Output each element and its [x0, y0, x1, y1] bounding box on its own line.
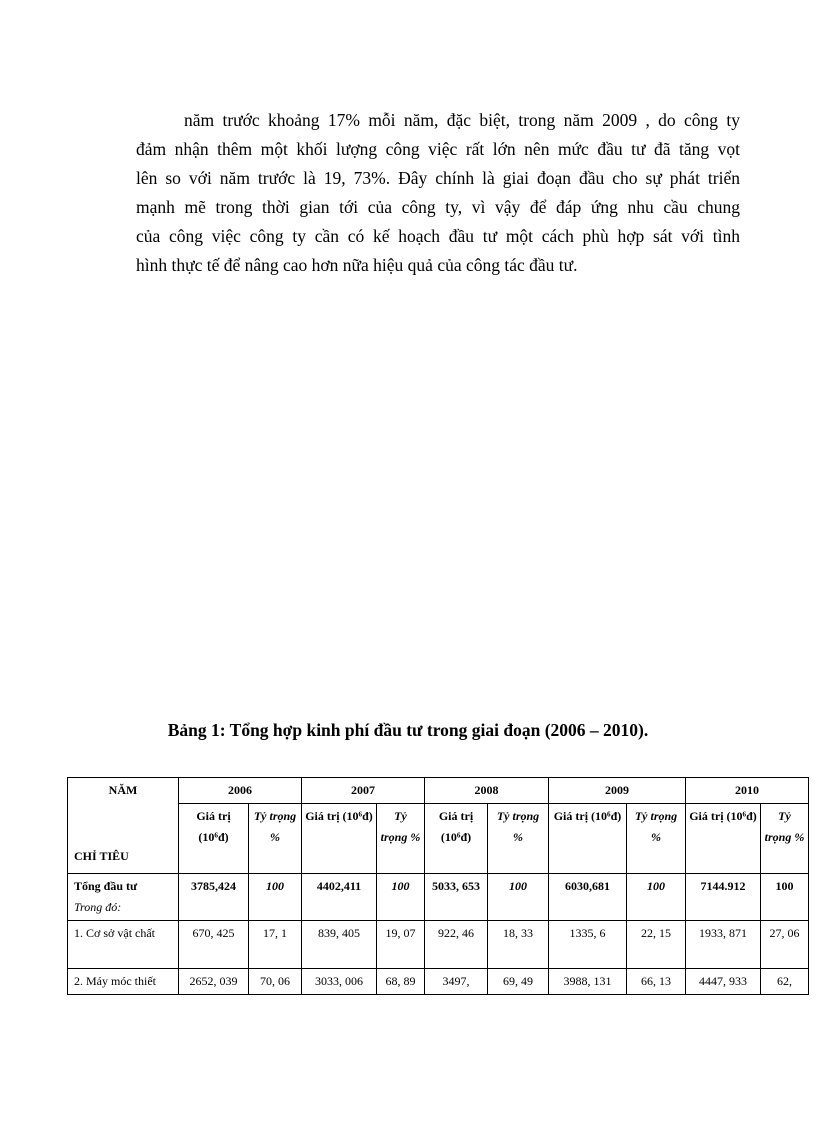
table-cell: 839, 405	[302, 921, 377, 969]
year-header: 2008	[425, 778, 549, 804]
row-label-text: Tổng đầu tư	[74, 879, 138, 893]
value-subheader: Giá trị (10⁶đ)	[549, 804, 627, 874]
share-subheader: Tỷ trọng %	[249, 804, 302, 874]
table-row	[68, 921, 809, 969]
paragraph-line: năm trước khoảng 17% mỗi năm, đặc biệt, trong năm 2009 , do công ty	[184, 110, 740, 130]
subheader-row	[68, 804, 809, 874]
table-cell: 22, 15	[627, 921, 686, 969]
table-cell: 100	[249, 874, 302, 921]
table-cell: 62,	[761, 969, 809, 995]
row-label	[68, 874, 179, 921]
table-cell: 100	[377, 874, 425, 921]
body-paragraph	[136, 106, 740, 280]
table-cell: 100	[627, 874, 686, 921]
row-sublabel: Trong đó:	[74, 900, 122, 914]
indicator-axis-label: CHỈ TIÊU	[74, 849, 129, 863]
share-subheader: Tỷ trọng %	[377, 804, 425, 874]
table-cell: 1933, 871	[686, 921, 761, 969]
corner-header	[68, 778, 179, 874]
table-cell: 5033, 653	[425, 874, 488, 921]
table-cell: 4447, 933	[686, 969, 761, 995]
paragraph-line: lên so với năm trước là 19, 73%. Đây chính là giai đoạn đầu cho sự phát triển	[136, 168, 740, 188]
table-cell: 19, 07	[377, 921, 425, 969]
table-cell: 922, 46	[425, 921, 488, 969]
paragraph-line: mạnh mẽ trong thời gian tới của công ty, vì vậy để đáp ứng nhu cầu chung	[136, 197, 740, 217]
investment-table	[67, 777, 809, 995]
share-subheader: Tỷ trọng %	[488, 804, 549, 874]
year-axis-label: NĂM	[108, 783, 138, 797]
table-cell: 1335, 6	[549, 921, 627, 969]
paragraph-line: của công việc công ty cần có kế hoạch đầu tư một cách phù hợp sát với tình	[136, 226, 740, 246]
table-row	[68, 874, 809, 921]
table-cell: 2652, 039	[179, 969, 249, 995]
table-cell: 4402,411	[302, 874, 377, 921]
table-cell: 66, 13	[627, 969, 686, 995]
table-cell: 27, 06	[761, 921, 809, 969]
table-cell: 17, 1	[249, 921, 302, 969]
year-header: 2010	[686, 778, 809, 804]
share-subheader: Tỷ trọng %	[627, 804, 686, 874]
year-header: 2006	[179, 778, 302, 804]
table-cell: 6030,681	[549, 874, 627, 921]
year-header: 2009	[549, 778, 686, 804]
share-subheader: Tỷ trọng %	[761, 804, 809, 874]
table-row	[68, 969, 809, 995]
table-cell: 3785,424	[179, 874, 249, 921]
value-subheader: Giá trị (10⁶đ)	[302, 804, 377, 874]
row-label: 1. Cơ sở vật chất	[68, 921, 179, 969]
paragraph-line: hình thực tế để nâng cao hơn nữa hiệu quả của công tác đầu tư.	[136, 255, 578, 275]
table-cell: 670, 425	[179, 921, 249, 969]
table-cell: 3988, 131	[549, 969, 627, 995]
value-subheader: Giá trị (10⁶đ)	[686, 804, 761, 874]
table-cell: 100	[488, 874, 549, 921]
table-cell: 7144.912	[686, 874, 761, 921]
table-cell: 3033, 006	[302, 969, 377, 995]
value-subheader: Giá trị (10⁶đ)	[425, 804, 488, 874]
table-cell: 69, 49	[488, 969, 549, 995]
table-cell: 3497,	[425, 969, 488, 995]
row-label: 2. Máy móc thiết	[68, 969, 179, 995]
table-caption: Bảng 1: Tổng hợp kinh phí đầu tư trong giai đoạn (2006 – 2010).	[167, 720, 649, 740]
year-header: 2007	[302, 778, 425, 804]
table-cell: 100	[761, 874, 809, 921]
table-cell: 70, 06	[249, 969, 302, 995]
paragraph-line: đảm nhận thêm một khối lượng công việc rất lớn nên mức đầu tư đã tăng vọt	[136, 139, 740, 159]
table-cell: 68, 89	[377, 969, 425, 995]
year-header-row	[68, 778, 809, 804]
value-subheader: Giá trị (10⁶đ)	[179, 804, 249, 874]
table-cell: 18, 33	[488, 921, 549, 969]
